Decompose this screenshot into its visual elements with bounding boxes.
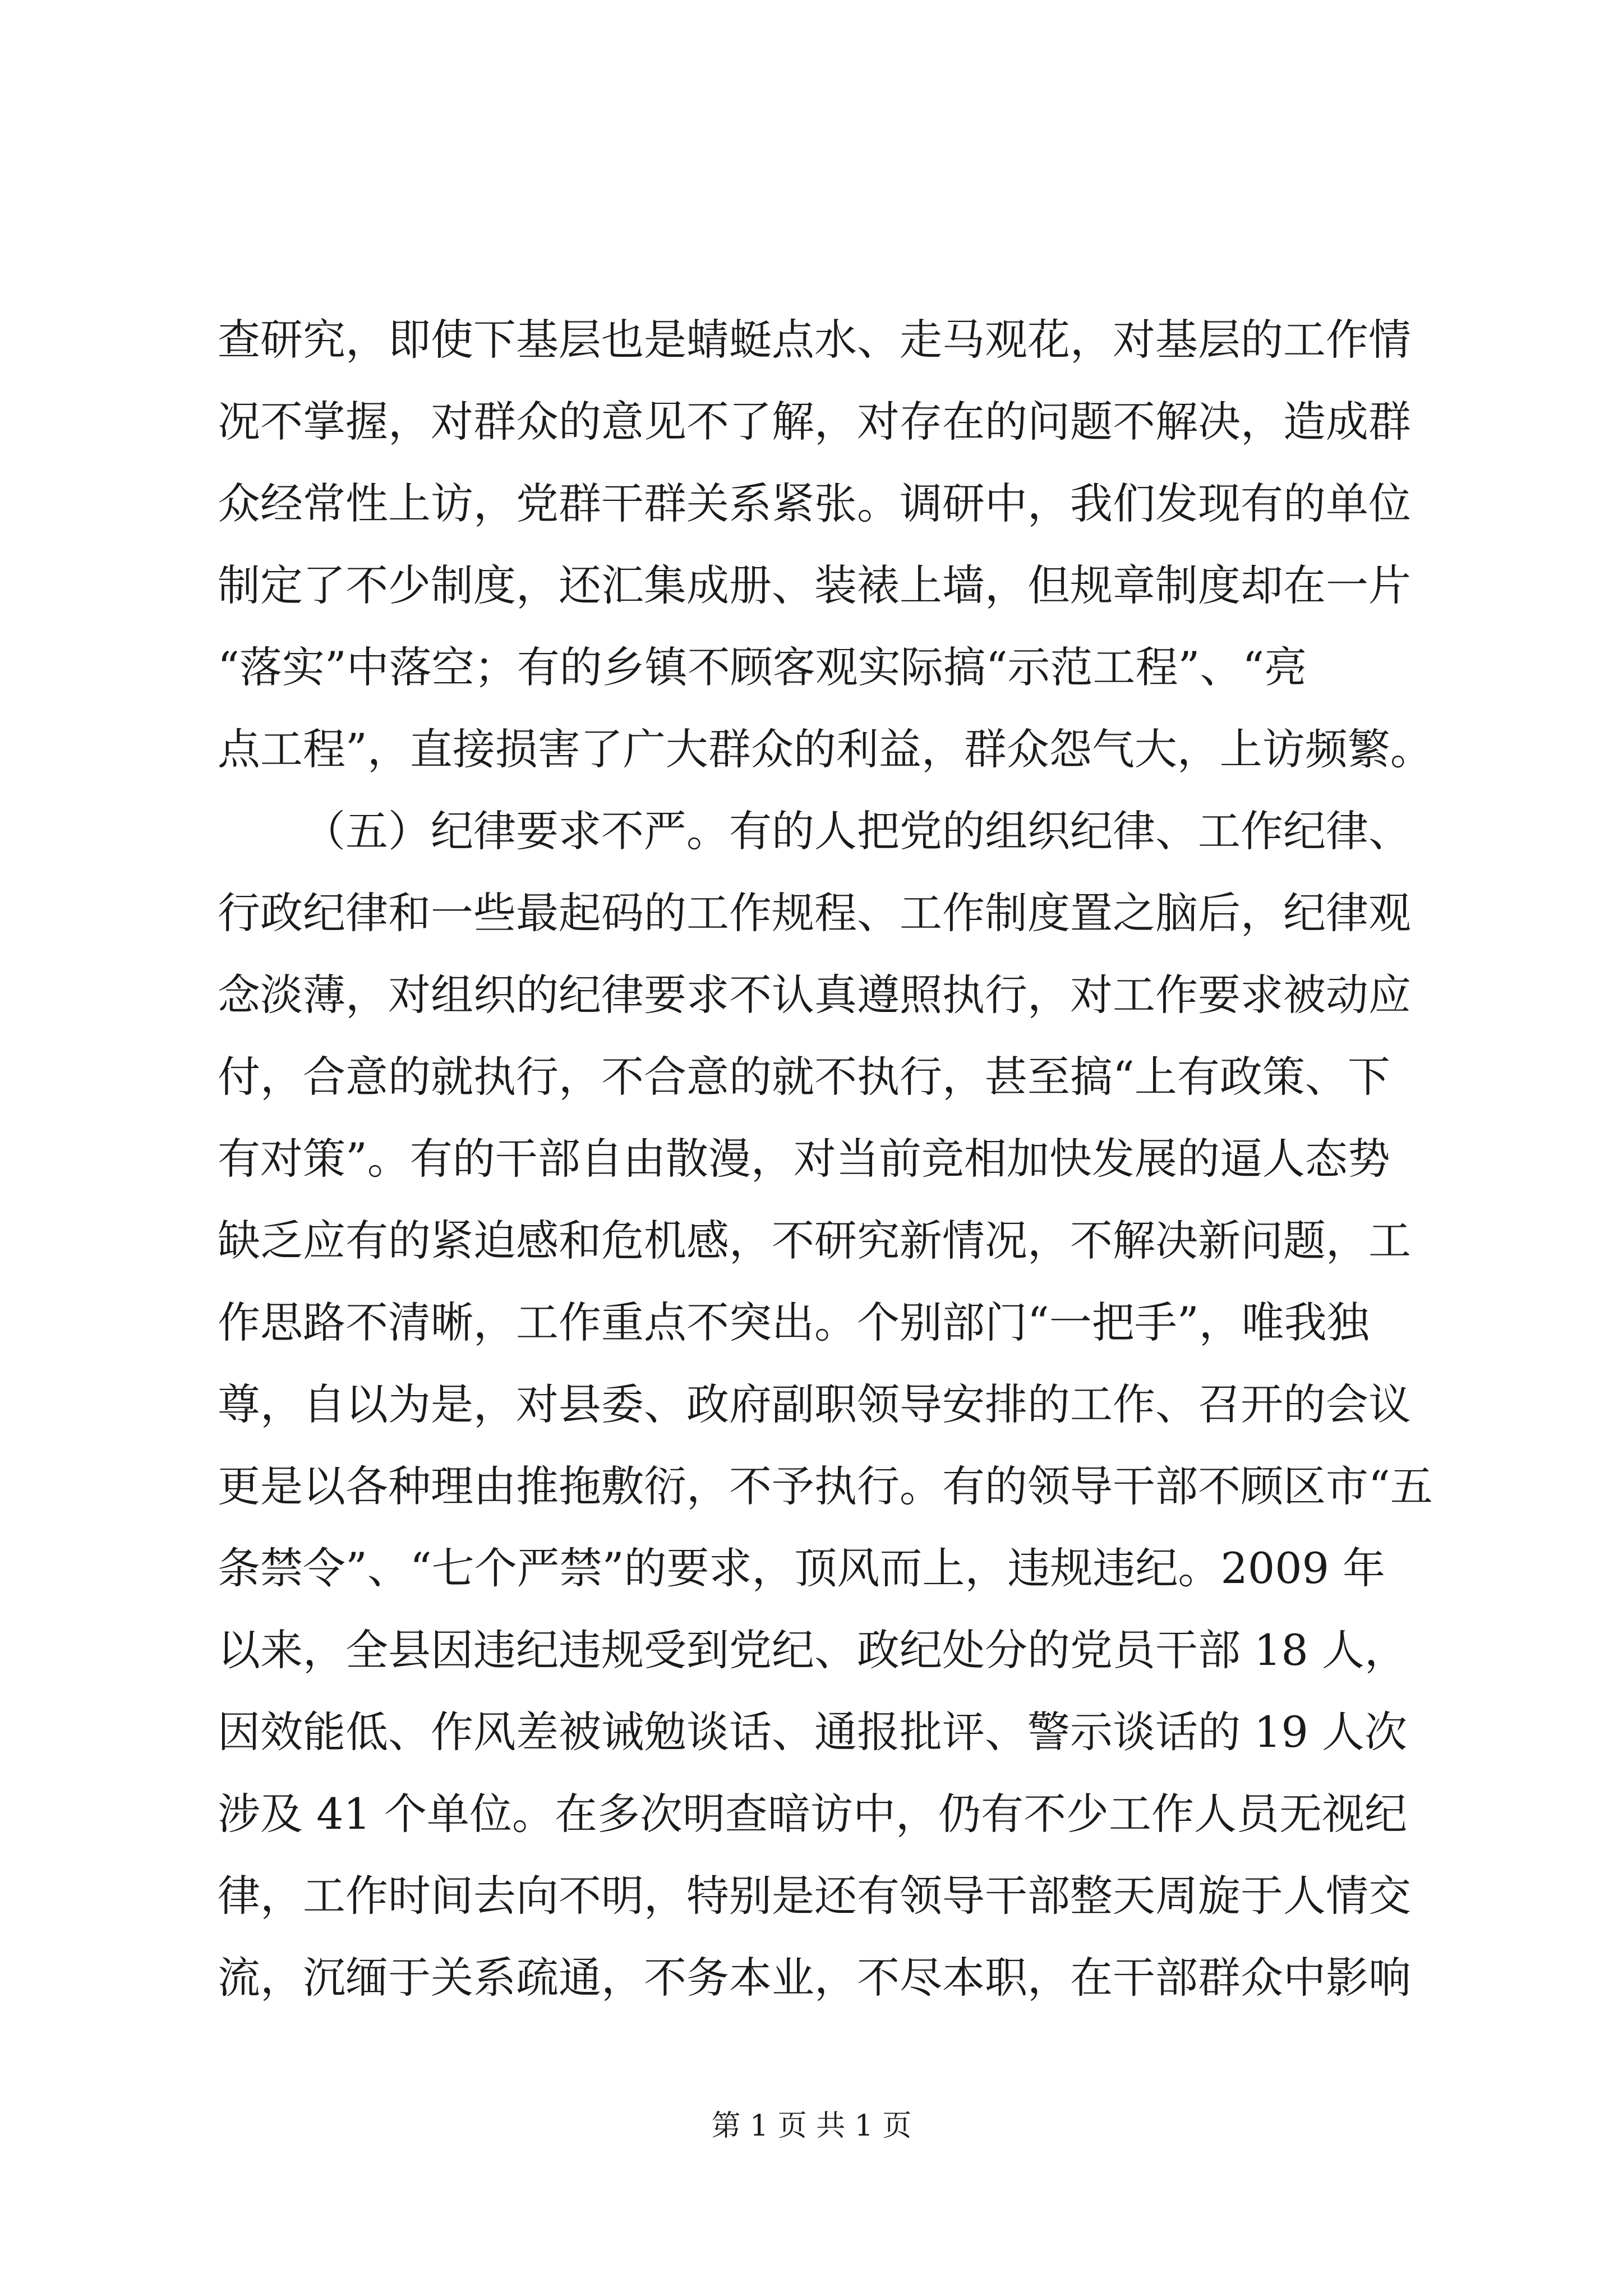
page-number-label: 第 1 页 共 1 页 — [711, 2109, 912, 2143]
text-line: 付，合意的就执行，不合意的就不执行，甚至搞“上有政策、下 — [218, 1052, 1390, 1102]
text-line: 律，工作时间去向不明，特别是还有领导干部整天周旋于人情交 — [218, 1871, 1411, 1921]
text-line: 念淡薄，对组织的纪律要求不认真遵照执行，对工作要求被动应 — [218, 970, 1411, 1020]
text-line: 制定了不少制度，还汇集成册、装裱上墙，但规章制度却在一片 — [218, 560, 1411, 610]
text-line: 更是以各种理由推拖敷衍，不予执行。有的领导干部不顾区市“五 — [218, 1461, 1433, 1511]
text-line: 涉及 41 个单位。在多次明查暗访中，仍有不少工作人员无视纪 — [218, 1789, 1408, 1839]
text-line: 况不掌握，对群众的意见不了解，对存在的问题不解决，造成群 — [218, 397, 1411, 447]
section-heading-line: （五）纪律要求不严。有的人把党的组织纪律、工作纪律、 — [303, 806, 1411, 856]
text-line: 条禁令”、“七个严禁”的要求，顶风而上，违规违纪。2009 年 — [218, 1543, 1386, 1593]
text-line: 缺乏应有的紧迫感和危机感，不研究新情况，不解决新问题，工 — [218, 1216, 1411, 1266]
text-line: 有对策”。有的干部自由散漫，对当前竞相加快发展的逼人态势 — [218, 1134, 1390, 1184]
text-line: 因效能低、作风差被诫勉谈话、通报批评、警示谈话的 19 人次 — [218, 1707, 1408, 1757]
text-line: 流，沉缅于关系疏通，不务本业，不尽本职，在干部群众中影响 — [218, 1953, 1411, 2003]
text-line: 众经常性上访，党群干群关系紧张。调研中，我们发现有的单位 — [218, 478, 1411, 528]
text-line: 尊，自以为是，对县委、政府副职领导安排的工作、召开的会议 — [218, 1379, 1411, 1429]
page-footer — [0, 2106, 1623, 2146]
text-line: “落实”中落空；有的乡镇不顾客观实际搞“示范工程”、“亮 — [218, 642, 1307, 692]
text-line: 作思路不清晰，工作重点不突出。个别部门“一把手”，唯我独 — [218, 1297, 1370, 1347]
text-line: 行政纪律和一些最起码的工作规程、工作制度置之脑后，纪律观 — [218, 888, 1411, 938]
text-line: 点工程”，直接损害了广大群众的利益，群众怨气大，上访频繁。 — [218, 724, 1433, 774]
text-line: 以来，全县因违纪违规受到党纪、政纪处分的党员干部 18 人， — [218, 1625, 1408, 1675]
text-line: 查研究，即使下基层也是蜻蜓点水、走马观花，对基层的工作情 — [218, 315, 1411, 365]
body-text — [218, 299, 1433, 2019]
